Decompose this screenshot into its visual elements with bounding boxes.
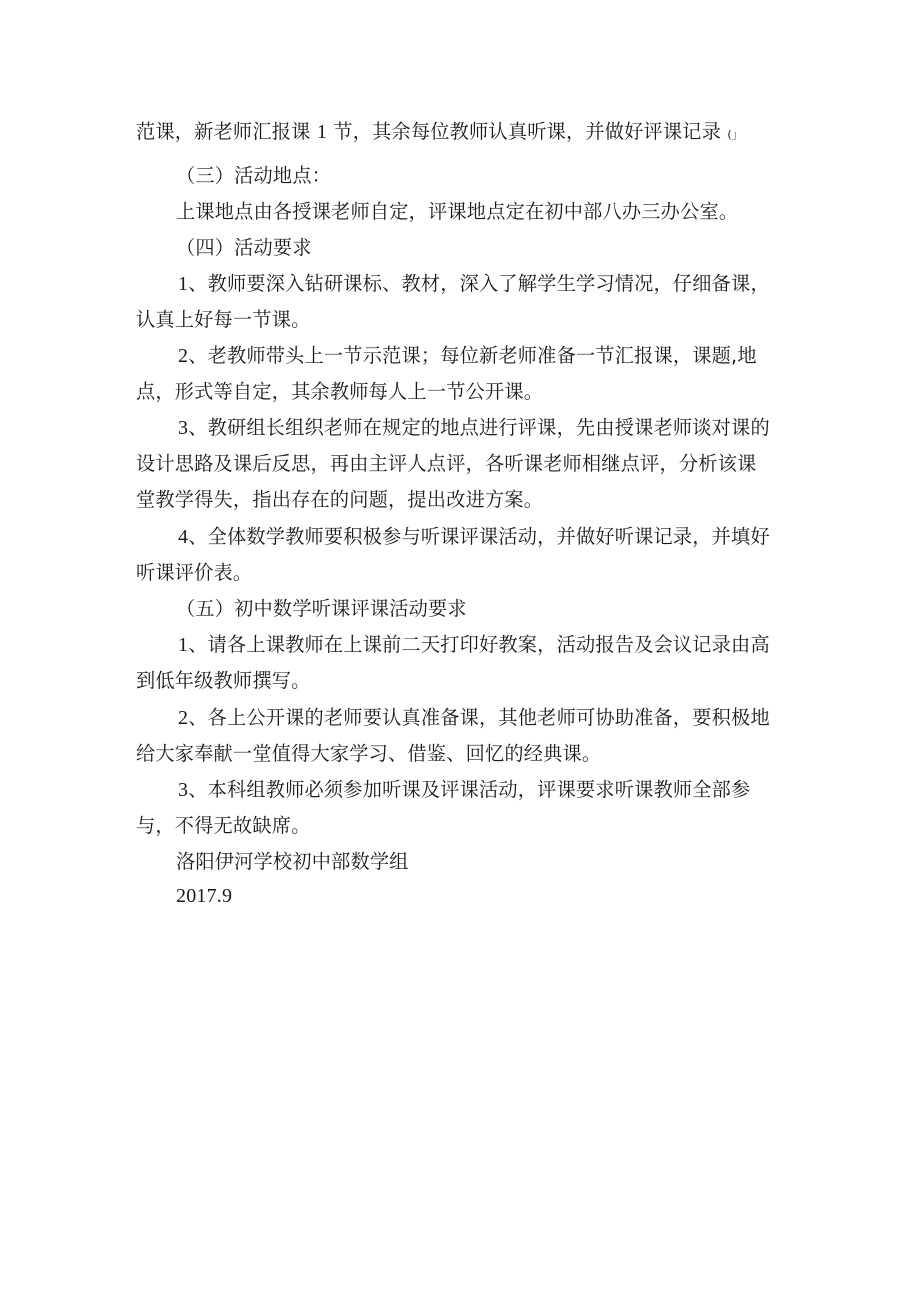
section4-item-2-line2: 点，形式等自定，其余教师每人上一节公开课。 bbox=[136, 380, 544, 403]
section5-item-3-line1 bbox=[178, 778, 750, 802]
item-text: 、本科组教师必须参加听课及评课活动，评课要求听课教师全部参 bbox=[188, 778, 751, 801]
item-number: 2 bbox=[178, 707, 189, 729]
section4-heading: （四）活动要求 bbox=[176, 236, 312, 259]
section4-item-4-line2: 听课评价表。 bbox=[136, 561, 253, 584]
section5-item-3-line2: 与，不得无故缺席。 bbox=[136, 814, 311, 837]
continuation-text-b: 节，其余每位教师认真听课，并做好评课记录 bbox=[333, 120, 722, 143]
signature-date: 2017.9 bbox=[176, 885, 233, 907]
section4-item-3-line2: 设计思路及课后反思，再由主评人点评，各听课老师相继点评，分析该课 bbox=[136, 452, 757, 475]
item-number: 3 bbox=[178, 417, 189, 439]
section4-item-3-line3: 堂教学得失，指出存在的问题，提出改进方案。 bbox=[136, 488, 544, 511]
item-text: 、各上公开课的老师要认真准备课，其他老师可协助准备，要积极地 bbox=[188, 706, 770, 729]
section5-heading: （五）初中数学听课评课活动要求 bbox=[176, 597, 467, 620]
section4-item-3-line1 bbox=[178, 416, 770, 440]
section3-body: 上课地点由各授课老师自定，评课地点定在初中部八办三办公室。 bbox=[176, 200, 739, 223]
item-text: 、教师要深入钻研课标、教材，深入了解学生学习情况，仔细备课， bbox=[188, 272, 770, 295]
section5-item-2-line1 bbox=[178, 706, 770, 730]
item-text: 、请各上课教师在上课前二天打印好教案，活动报告及会议记录由高 bbox=[188, 633, 770, 656]
continuation-count: 1 bbox=[316, 121, 328, 143]
continuation-tail: (」 bbox=[727, 128, 744, 141]
section4-item-4-line1 bbox=[178, 525, 770, 549]
item-text: 、老教师带头上一节示范课；每位新老师准备一节汇报课，课题,地 bbox=[188, 344, 757, 367]
section3-heading: （三）活动地点： bbox=[176, 164, 332, 187]
item-number: 1 bbox=[178, 634, 189, 656]
item-number: 1 bbox=[178, 273, 189, 295]
item-number: 4 bbox=[178, 526, 189, 548]
item-number: 2 bbox=[178, 345, 189, 367]
section5-item-1-line2: 到低年级教师撰写。 bbox=[136, 669, 311, 692]
continuation-line bbox=[136, 120, 743, 147]
section4-item-1-line1 bbox=[178, 272, 770, 296]
continuation-text-a: 范课，新老师汇报课 bbox=[136, 120, 311, 143]
section4-item-1-line2: 认真上好每一节课。 bbox=[136, 308, 311, 331]
item-text: 、教研组长组织老师在规定的地点进行评课，先由授课老师谈对课的 bbox=[188, 416, 770, 439]
section5-item-2-line2: 给大家奉献一堂值得大家学习、借鉴、回忆的经典课。 bbox=[136, 742, 602, 765]
section4-item-2-line1 bbox=[178, 344, 757, 368]
section5-item-1-line1 bbox=[178, 633, 770, 657]
item-text: 、全体数学教师要积极参与听课评课活动，并做好听课记录，并填好 bbox=[188, 525, 770, 548]
signature-org: 洛阳伊河学校初中部数学组 bbox=[176, 850, 409, 873]
item-number: 3 bbox=[178, 779, 189, 801]
